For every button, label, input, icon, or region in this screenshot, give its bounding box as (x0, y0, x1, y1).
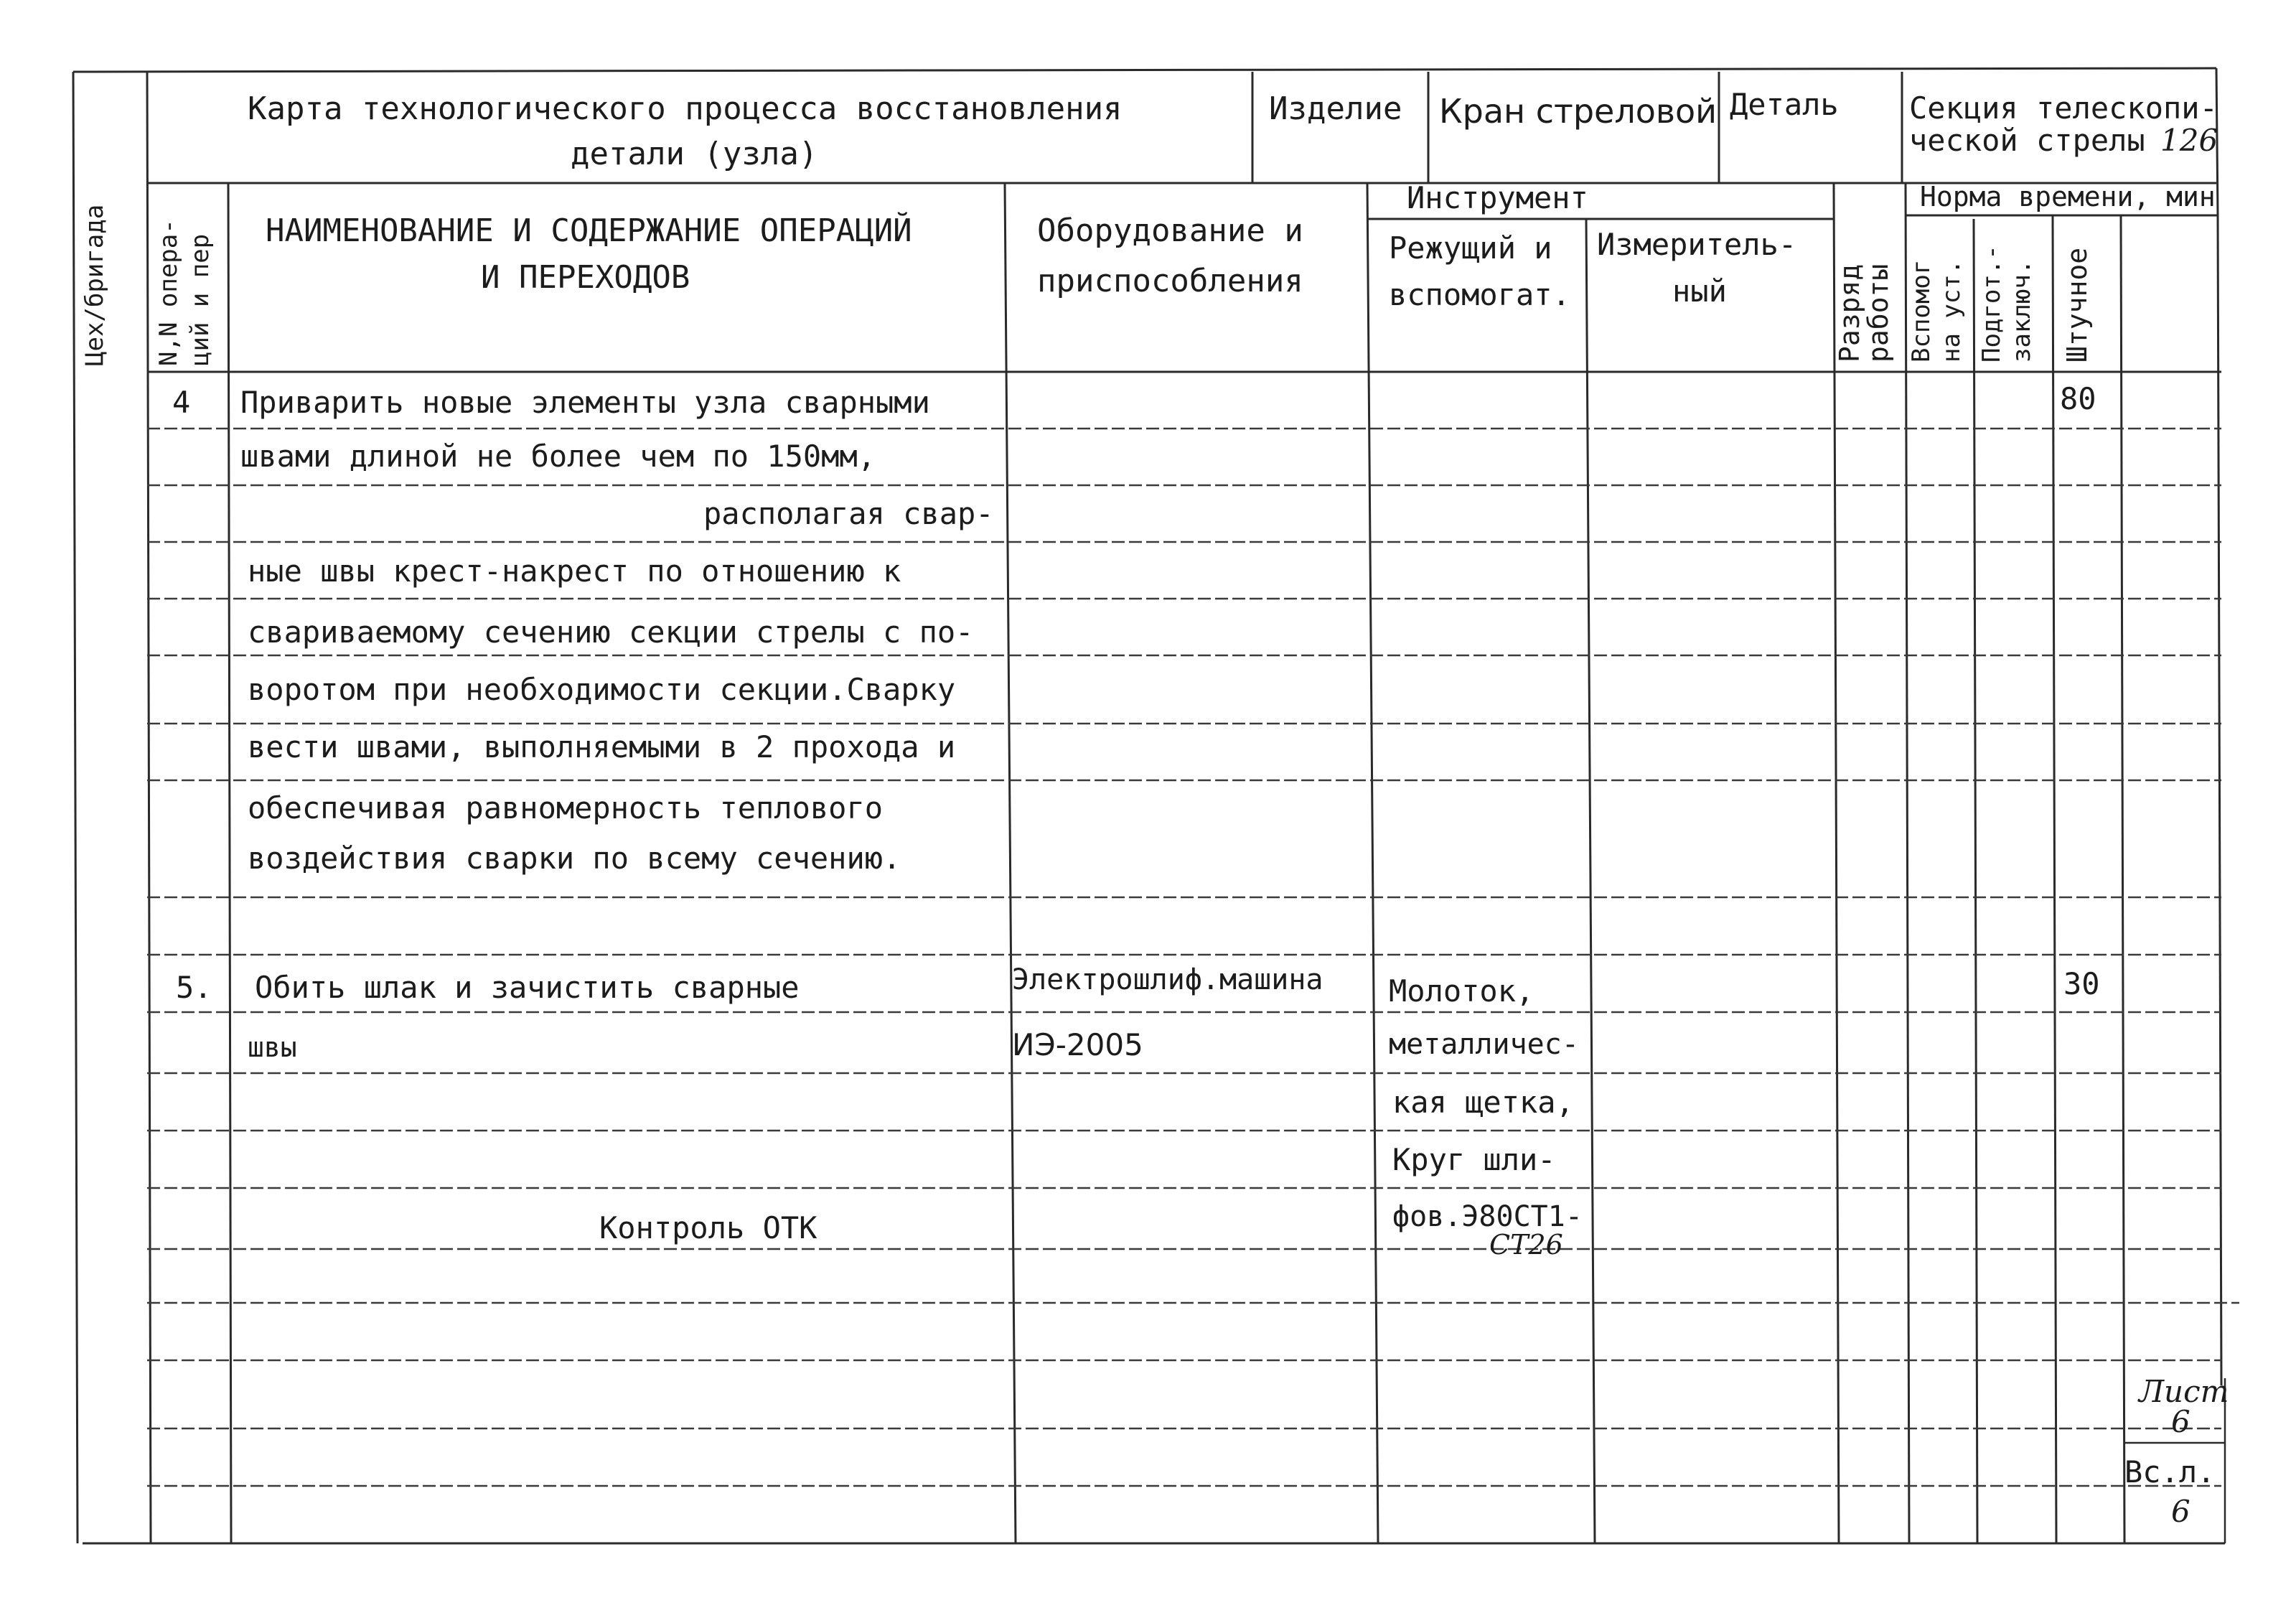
column-tool-measuring-line2: ный (1672, 273, 1727, 309)
detail-value-line2: ческой стрелы (1909, 123, 2145, 158)
sheet-total-label: Вс.л. (2124, 1454, 2216, 1489)
column-equipment-line1: Оборудование и (1037, 212, 1303, 249)
column-time-group: Норма времени, мин (1920, 181, 2216, 212)
column-operations-line1: НАИМЕНОВАНИЕ И СОДЕРЖАНИЕ ОПЕРАЦИЙ (266, 212, 912, 249)
row-time-piece: 30 (2063, 966, 2100, 1001)
column-equipment-line2: приспособления (1037, 263, 1303, 299)
column-time-prep-line1: Подгот.- (1977, 245, 2006, 363)
detail-number: 126 (2160, 123, 2218, 158)
tool-continuation: СТ26 (1489, 1229, 1563, 1260)
sheet-number: 6 (2171, 1404, 2190, 1439)
row-operation-text: вести швами, выполняемыми в 2 прохода и (248, 729, 956, 764)
column-op-number-line2: ций и пер (186, 233, 215, 366)
column-tool-cutting-line1: Режущий и (1389, 230, 1552, 266)
form-title-line1: Карта технологического процесса восстановления (248, 90, 1123, 127)
row-operation-text: воздействия сварки по всему сечению. (248, 841, 901, 876)
row-tool: металличес- (1389, 1028, 1579, 1061)
form-title-line2: детали (узла) (571, 136, 818, 172)
row-tool: фов.Э80СТ1- (1392, 1200, 1583, 1233)
column-op-number-line1: N,N опера- (154, 219, 183, 366)
column-grade-line2: работы (1862, 263, 1894, 363)
column-time-prep-line2: заключ. (2007, 259, 2036, 363)
column-time-aux-line1: Вспомог (1907, 259, 1936, 363)
row-operation-text: швами длиной не более чем по 150мм, (240, 439, 876, 474)
row-operation-text: ные швы крест-накрест по отношению к (248, 553, 901, 589)
row-tool: Круг шли- (1392, 1142, 1556, 1177)
product-label: Изделие (1269, 90, 1402, 127)
column-time-piece: Штучное (2061, 247, 2093, 363)
detail-label: Деталь (1730, 87, 1839, 122)
row-operation-text: швы (248, 1032, 297, 1063)
detail-value-line1: Секция телескопи- (1909, 90, 2218, 126)
row-time-piece: 80 (2060, 381, 2096, 416)
sheet-label: Лист (2139, 1374, 2229, 1409)
column-tool-cutting-line2: вспомогат. (1389, 277, 1570, 312)
column-grade-line1: Разряд (1834, 263, 1865, 363)
product-value: Кран стреловой (1439, 92, 1718, 131)
column-tool-group: Инструмент (1407, 180, 1588, 215)
column-time-aux-line2: на уст. (1937, 259, 1966, 363)
row-operation-text: обеспечивая равномерность теплового (248, 790, 884, 825)
column-operations-line2: И ПЕРЕХОДОВ (481, 259, 690, 296)
row-operation-text: воротом при необходимости секции.Сварку (248, 672, 956, 707)
row-op-number: 4 (172, 385, 191, 420)
row-operation-text: Обить шлак и зачистить сварные (255, 970, 800, 1005)
row-equipment: Электрошлиф.машина (1012, 963, 1323, 996)
row-tool: кая щетка, (1392, 1085, 1574, 1120)
column-tool-measuring-line1: Измеритель- (1597, 227, 1797, 262)
row-tool: Молоток, (1389, 973, 1534, 1009)
sheet-total: 6 (2171, 1494, 2190, 1529)
row-operation-text: Приварить новые элементы узла сварными (240, 385, 930, 420)
otk-control: Контроль ОТК (599, 1210, 817, 1245)
row-operation-text: свариваемому сечению секции стрелы с по- (248, 614, 974, 650)
row-operation-text: располагая свар- (703, 496, 994, 531)
row-equipment: ИЭ-2005 (1012, 1027, 1143, 1062)
row-op-number: 5. (176, 970, 212, 1005)
column-workshop: Цех/бригада (80, 204, 109, 366)
